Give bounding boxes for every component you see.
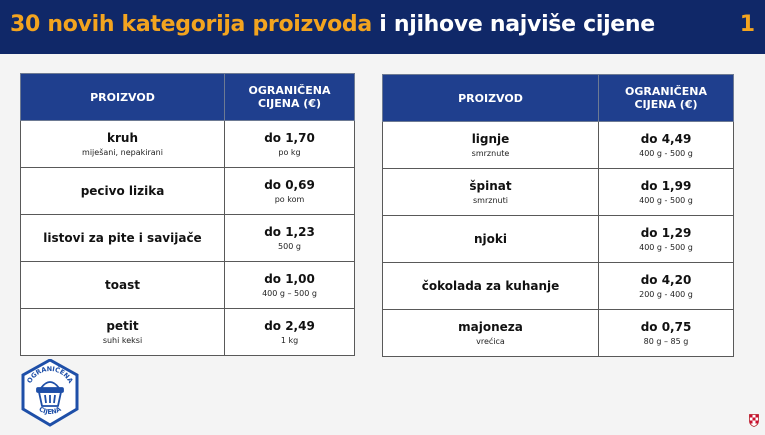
- price-value: do 4,49: [640, 131, 692, 146]
- page-number: 1: [739, 12, 755, 37]
- table-row: [383, 310, 734, 357]
- product-detail: smrznuti: [473, 195, 508, 205]
- product-cell: [21, 262, 225, 309]
- product-name: čokolada za kuhanje: [421, 278, 560, 293]
- price-cell: [599, 310, 734, 357]
- table-row: [383, 263, 734, 310]
- product-name: petit: [106, 318, 139, 333]
- product-name: listovi za pite i savijače: [43, 230, 202, 245]
- price-cell: [225, 168, 355, 215]
- price-value: do 4,20: [640, 272, 692, 287]
- price-table-left: [20, 73, 355, 356]
- page-title: [10, 12, 655, 37]
- column-header-product: PROIZVOD: [21, 74, 225, 121]
- column-header-price: [225, 74, 355, 121]
- price-unit: 400 g - 500 g: [639, 195, 693, 205]
- table-row: [21, 121, 355, 168]
- product-cell: [383, 169, 599, 216]
- table-body: [383, 122, 734, 357]
- product-cell: [383, 216, 599, 263]
- price-cell: [599, 122, 734, 169]
- product-cell: [383, 263, 599, 310]
- product-name: pecivo lizika: [80, 183, 165, 198]
- product-name: toast: [105, 277, 140, 292]
- product-detail: suhi keksi: [102, 335, 143, 345]
- price-unit: 400 g – 500 g: [262, 288, 317, 298]
- product-cell: [21, 215, 225, 262]
- product-detail: smrznute: [471, 148, 510, 158]
- price-value: do 1,29: [640, 225, 692, 240]
- price-value: do 0,69: [264, 177, 315, 192]
- price-cell: [225, 309, 355, 356]
- product-cell: [21, 121, 225, 168]
- logo-bottom-text: CIJENA: [37, 405, 63, 417]
- price-value: do 1,99: [640, 178, 692, 193]
- product-cell: [21, 168, 225, 215]
- croatian-coat-of-arms-icon: [749, 414, 759, 427]
- price-unit: po kom: [274, 194, 305, 204]
- table-row: [21, 309, 355, 356]
- product-name: majoneza: [458, 319, 523, 334]
- price-value: do 2,49: [264, 318, 315, 333]
- ogranicena-cijena-logo: [19, 359, 81, 427]
- title-highlight: 30 novih kategorija proizvoda: [10, 12, 372, 37]
- price-cell: [225, 121, 355, 168]
- product-cell: [383, 122, 599, 169]
- product-cell: [21, 309, 225, 356]
- title-bar: [0, 0, 765, 54]
- product-name: lignje: [471, 131, 510, 146]
- price-unit: 400 g - 500 g: [639, 242, 693, 252]
- table-row: [21, 215, 355, 262]
- price-value: do 1,70: [264, 130, 315, 145]
- column-header-product: PROIZVOD: [383, 75, 599, 122]
- table-header-row: [383, 75, 734, 122]
- price-unit: po kg: [278, 147, 301, 157]
- price-value: do 0,75: [640, 319, 692, 334]
- price-value: do 1,23: [264, 224, 315, 239]
- product-name: kruh: [107, 130, 138, 145]
- price-cell: [599, 216, 734, 263]
- price-value: do 1,00: [264, 271, 315, 286]
- price-unit: 80 g – 85 g: [643, 336, 689, 346]
- product-detail: miješani, nepakirani: [82, 147, 163, 157]
- price-cell: [225, 262, 355, 309]
- price-table-right: [382, 74, 734, 357]
- price-cell: [599, 263, 734, 310]
- table-row: [383, 216, 734, 263]
- column-header-price-text: OGRANIČENA CIJENA (€): [625, 85, 707, 111]
- table-row: [383, 169, 734, 216]
- table-row: [21, 262, 355, 309]
- table-header-row: [21, 74, 355, 121]
- price-unit: 1 kg: [280, 335, 299, 345]
- price-cell: [599, 169, 734, 216]
- table-row: [383, 122, 734, 169]
- product-detail: vrećica: [476, 336, 505, 346]
- column-header-price-text: OGRANIČENA CIJENA (€): [248, 84, 331, 110]
- product-cell: [383, 310, 599, 357]
- product-name: špinat: [469, 178, 512, 193]
- table-row: [21, 168, 355, 215]
- logo-top-text: OGRANIČENA: [25, 364, 75, 385]
- column-header-price: [599, 75, 734, 122]
- price-unit: 200 g - 400 g: [639, 289, 693, 299]
- price-unit: 500 g: [278, 241, 301, 251]
- product-name: njoki: [474, 231, 507, 246]
- table-body: [21, 121, 355, 356]
- price-cell: [225, 215, 355, 262]
- price-unit: 400 g - 500 g: [639, 148, 693, 158]
- title-rest: i njihove najviše cijene: [371, 12, 655, 37]
